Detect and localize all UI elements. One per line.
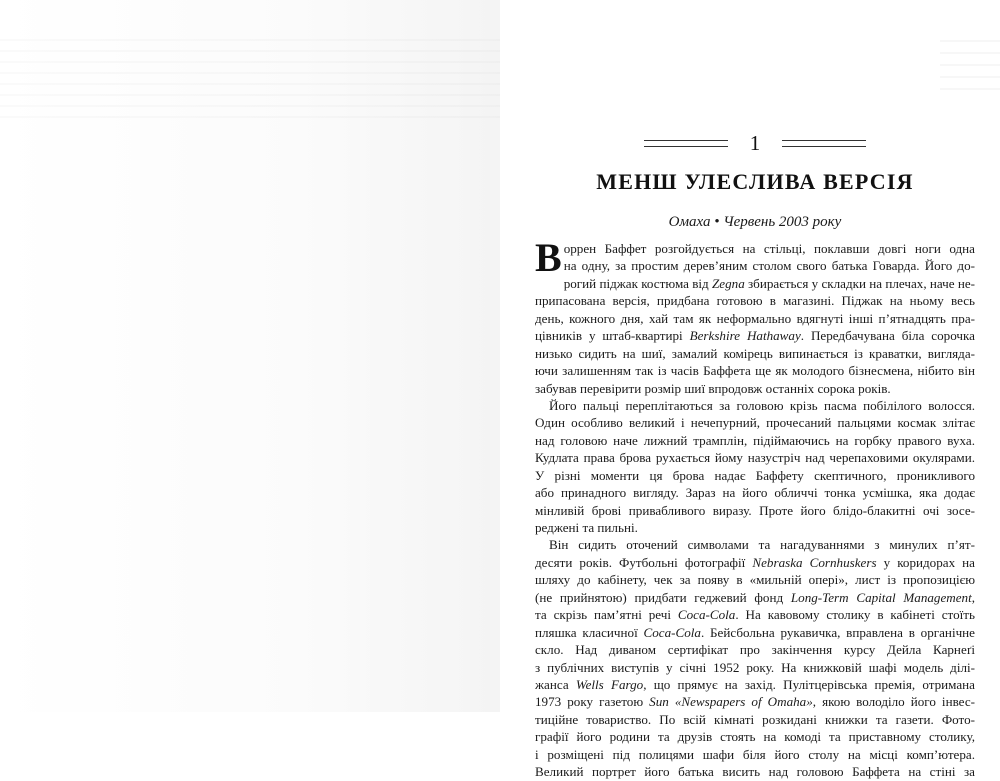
text-line: Він сидить оточений символами та нагадуваннями з минулих п’ят-	[549, 537, 975, 553]
ornament-rule-left	[644, 140, 728, 147]
paragraph-2	[535, 397, 975, 537]
text-line: Кудлата права брова рухається йому назустріч над черепаховими окулярами.	[535, 450, 975, 466]
chapter-number: 1	[749, 131, 761, 155]
text-line: У різні моменти ця брова надає Баффету скептичного, проникливого	[535, 467, 975, 483]
chapter-subtitle: Омаха • Червень 2003 року	[668, 214, 842, 230]
text-line: Великий портрет його батька висить над головою Баффета на стіні за	[535, 764, 975, 780]
text-line: рогий піджак костюма від Zegna збирається у складки на плечах, наче не-	[563, 275, 976, 291]
italic-term: Coca-Cola	[643, 624, 701, 640]
text-line: мінливій брові привабливого виразу. Проте його блідо-блакитні очі зосе-	[535, 502, 975, 518]
italic-term: Nebraska Cornhuskers	[752, 554, 877, 570]
text-line: графії його родини та друзів стоять на комоді та приставному столику,	[535, 729, 975, 745]
text-line: з публічних виступів у січні 1952 року. На книжковій шафі модель ділі-	[535, 659, 975, 675]
text-line: 1973 року газетою Sun «Newspapers of Omaha», якою володіло його інвес-	[535, 694, 975, 710]
bleed-through-text	[0, 30, 500, 120]
text-line: шляху до кабінету, чек за появу в «мильній опері», лист із пропозицією	[535, 572, 975, 588]
text-line: Один особливо великий і нечепурний, прочесаний пальцями космак злітає	[535, 415, 975, 431]
text-line: над головою наче лижний трамплін, підіймаючись на горбку правого вуха.	[535, 432, 975, 448]
italic-term: Long-Term Capital Management	[790, 589, 972, 605]
italic-term: Sun «Newspapers of Omaha»	[649, 694, 813, 710]
right-page	[535, 0, 976, 780]
text-line: жанса Wells Fargo, що прямує на захід. Пулітцерівська премія, отримана	[535, 676, 975, 692]
chapter-title: МЕНШ УЛЕСЛИВА ВЕРСІЯ	[596, 169, 914, 194]
text-line: та скрізь пам’ятні речі Coca-Cola. На кавовому столику в кабінеті стоїть	[535, 607, 975, 623]
text-line: Його пальці переплітаються за головою крізь пасма побілілого волосся.	[549, 397, 975, 413]
text-line: на одну, за простим дерев’яним столом свого батька Говарда. Його до-	[563, 258, 975, 274]
paragraph-1	[535, 235, 976, 397]
chapter-number-row	[535, 130, 975, 156]
italic-term: Berkshire Hathaway	[689, 328, 801, 344]
text-line: і розміщені під полицями шафи біля його столу на місці комп’ютера.	[535, 746, 975, 762]
text-line: низько сидить на шиї, замалий комірець випинається із краватки, вигляда-	[535, 345, 975, 361]
text-line: реджені та пильні.	[535, 520, 638, 535]
text-line: тиційне товариство. По всій кімнаті розкидані книжки та газети. Фото-	[535, 711, 975, 727]
italic-term: Wells Fargo	[575, 676, 644, 692]
ornament-rule-right	[782, 140, 866, 147]
text-line: день, кожного дня, хай там як неформально вдягнуті інші п’ятнадцять пра-	[535, 310, 975, 326]
text-line: забував перевірити розмір шиї впродовж останніх сорока років.	[535, 380, 891, 396]
body-text	[535, 235, 976, 781]
text-line: або принадного вигляду. Зараз на його обличчі тонка усмішка, яка додає	[535, 485, 975, 501]
italic-term: Coca-Cola	[677, 607, 736, 623]
drop-cap: В	[535, 235, 562, 280]
text-line: скло. Над диваном сертифікат про закінчення курсу Дейла Карнеґі	[535, 642, 975, 658]
text-line: цівників у штаб-квартирі Berkshire Hathaway. Передбачувана біла сорочка	[535, 328, 975, 344]
text-line: десяти років. Футбольні фотографії Nebraska Cornhuskers у коридорах на	[535, 554, 975, 570]
paragraph-3	[535, 536, 975, 780]
italic-term: Zegna	[712, 275, 745, 291]
text-line: припасована версія, придбана готовою в магазині. Піджак на ньому весь	[535, 293, 975, 309]
left-page	[0, 0, 500, 712]
text-line: пляшка класичної Coca-Cola. Бейсбольна рукавичка, вправлена в органічне	[535, 624, 975, 640]
text-line: (не прийнятою) придбати геджевий фонд Long-Term Capital Management,	[535, 589, 975, 605]
text-line: оррен Баффет розгойдується на стільці, поклавши довгі ноги одна	[563, 241, 975, 256]
text-line: ючи залишенням так із часів Баффета ще як молодого бізнесмена, нібито він	[535, 363, 975, 379]
